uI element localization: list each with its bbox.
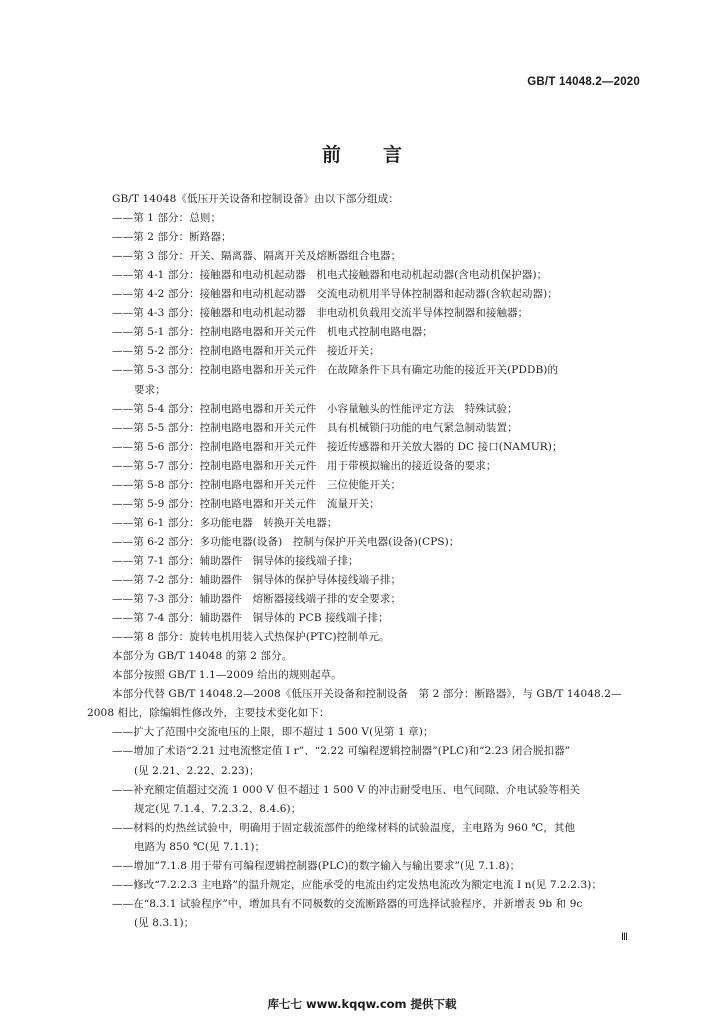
header-standard-code: GB/T 14048.2—2020 (527, 76, 640, 88)
text-line: ——扩大了范围中交流电压的上限，即不超过 1 500 V(见第 1 章)； (112, 726, 434, 739)
text-line: ——增加了术语“2.21 过电流整定值 I r”、“2.22 可编程逻辑控制器”(PLC)和“2.23 闭合脱扣器” (112, 745, 571, 758)
text-line: 要求； (134, 383, 166, 396)
text-line: 本部分代替 GB/T 14048.2—2008《低压开关设备和控制设备 第 2 部分：断路器》，与 GB/T 14048.2— (112, 688, 622, 701)
text-line: ——第 7-2 部分：辅助器件 铜导体的保护导体接线端子排； (112, 574, 402, 586)
text-line: GB/T 14048《低压开关设备和控制设备》由以下部分组成： (112, 193, 399, 205)
text-line: ——第 3 部分：开关、隔离器、隔离开关及熔断器组合电器； (112, 250, 402, 263)
text-line: ——第 5-6 部分：控制电路电器和开关元件 接近传感器和开关放大器的 DC 接口(NAMUR)； (112, 440, 563, 453)
text-line: ——第 4-1 部分：接触器和电动机起动器 机电式接触器和电动机起动器(含电动机保护器)； (112, 269, 548, 282)
footer-download-note: 库七七 www.kqqw.com 提供下载 (267, 997, 457, 1011)
text-line: (见 2.21、2.22、2.23)； (134, 764, 260, 777)
text-line: ——第 7-3 部分：辅助器件 熔断器接线端子排的安全要求； (112, 593, 402, 606)
text-line: ——第 5-9 部分：控制电路电器和开关元件 流量开关； (112, 497, 380, 510)
text-line: ——第 7-4 部分：辅助器件 铜导体的 PCB 接线端子排； (112, 612, 389, 625)
text-line: ——材料的灼热丝试验中，明确用于固定载流部件的绝缘材料的试验温度，主电路为 960 ℃，其他 (112, 821, 576, 834)
text-line: ——第 8 部分：旋转电机用装入式热保护(PTC)控制单元。 (112, 631, 390, 644)
text-line: ——第 7-1 部分：辅助器件 铜导体的接线端子排； (112, 554, 359, 567)
text-line: ——第 5-5 部分：控制电路电器和开关元件 具有机械锁闩功能的电气紧急制动装置； (112, 421, 518, 434)
text-line: ——第 4-2 部分：接触器和电动机起动器 交流电动机用半导体控制器和起动器(含软起动器)； (112, 288, 558, 301)
page-title: 前言 (321, 144, 444, 166)
page-number: Ⅲ (621, 932, 628, 943)
text-line: 本部分按照 GB/T 1.1—2009 给出的规则起草。 (112, 669, 342, 682)
text-line: ——修改“7.2.2.3 主电路”的温升规定，应能承受的电流由约定发热电流改为额定电流 I n(见 7.2.2.3)； (112, 878, 603, 891)
text-line: ——第 5-8 部分：控制电路电器和开关元件 三位使能开关； (112, 478, 402, 491)
text-line: ——第 6-1 部分：多功能电器 转换开关电器； (112, 516, 338, 529)
text-line: 2008 相比，除编辑性修改外，主要技术变化如下： (87, 707, 330, 720)
text-line: ——第 1 部分：总则； (112, 212, 222, 225)
text-line: ——第 5-4 部分：控制电路电器和开关元件 小容量触头的性能评定方法 特殊试验； (112, 402, 518, 415)
text-line: ——增加“7.1.8 用于带有可编程逻辑控制器(PLC)的数字输入与输出要求”(见 7.1.8)； (112, 859, 521, 872)
text-line: ——第 5-7 部分：控制电路电器和开关元件 用于带模拟输出的接近设备的要求； (112, 459, 497, 472)
text-line: ——补充额定值超过交流 1 000 V 但不超过 1 500 V 的冲击耐受电压、电气间隙、介电试验等相关 (112, 783, 581, 796)
text-line: ——第 5-3 部分：控制电路电器和开关元件 在故障条件下具有确定功能的接近开关(PDDB)的 (112, 364, 559, 377)
text-line: 规定(见 7.1.4、7.2.3.2、8.4.6)； (134, 802, 302, 815)
text-line: ——第 5-2 部分：控制电路电器和开关元件 接近开关； (112, 345, 380, 358)
text-line: ——第 6-2 部分：多功能电器(设备) 控制与保护开关电器(设备)(CPS)； (112, 535, 460, 548)
text-line: ——在“8.3.1 试验程序”中，增加具有不同极数的交流断路器的可选择试验程序，并新增表 9b 和 9c (112, 897, 583, 910)
text-line: ——第 4-3 部分：接触器和电动机起动器 非电动机负载用交流半导体控制器和接触器； (112, 307, 529, 320)
text-line: 本部分为 GB/T 14048 的第 2 部分。 (112, 650, 293, 663)
text-line: (见 8.3.1)； (134, 916, 195, 929)
text-line: 电路为 850 ℃(见 7.1.1)； (134, 840, 266, 853)
text-line: ——第 5-1 部分：控制电路电器和开关元件 机电式控制电路电器； (112, 326, 433, 339)
text-line: ——第 2 部分：断路器； (112, 231, 232, 244)
